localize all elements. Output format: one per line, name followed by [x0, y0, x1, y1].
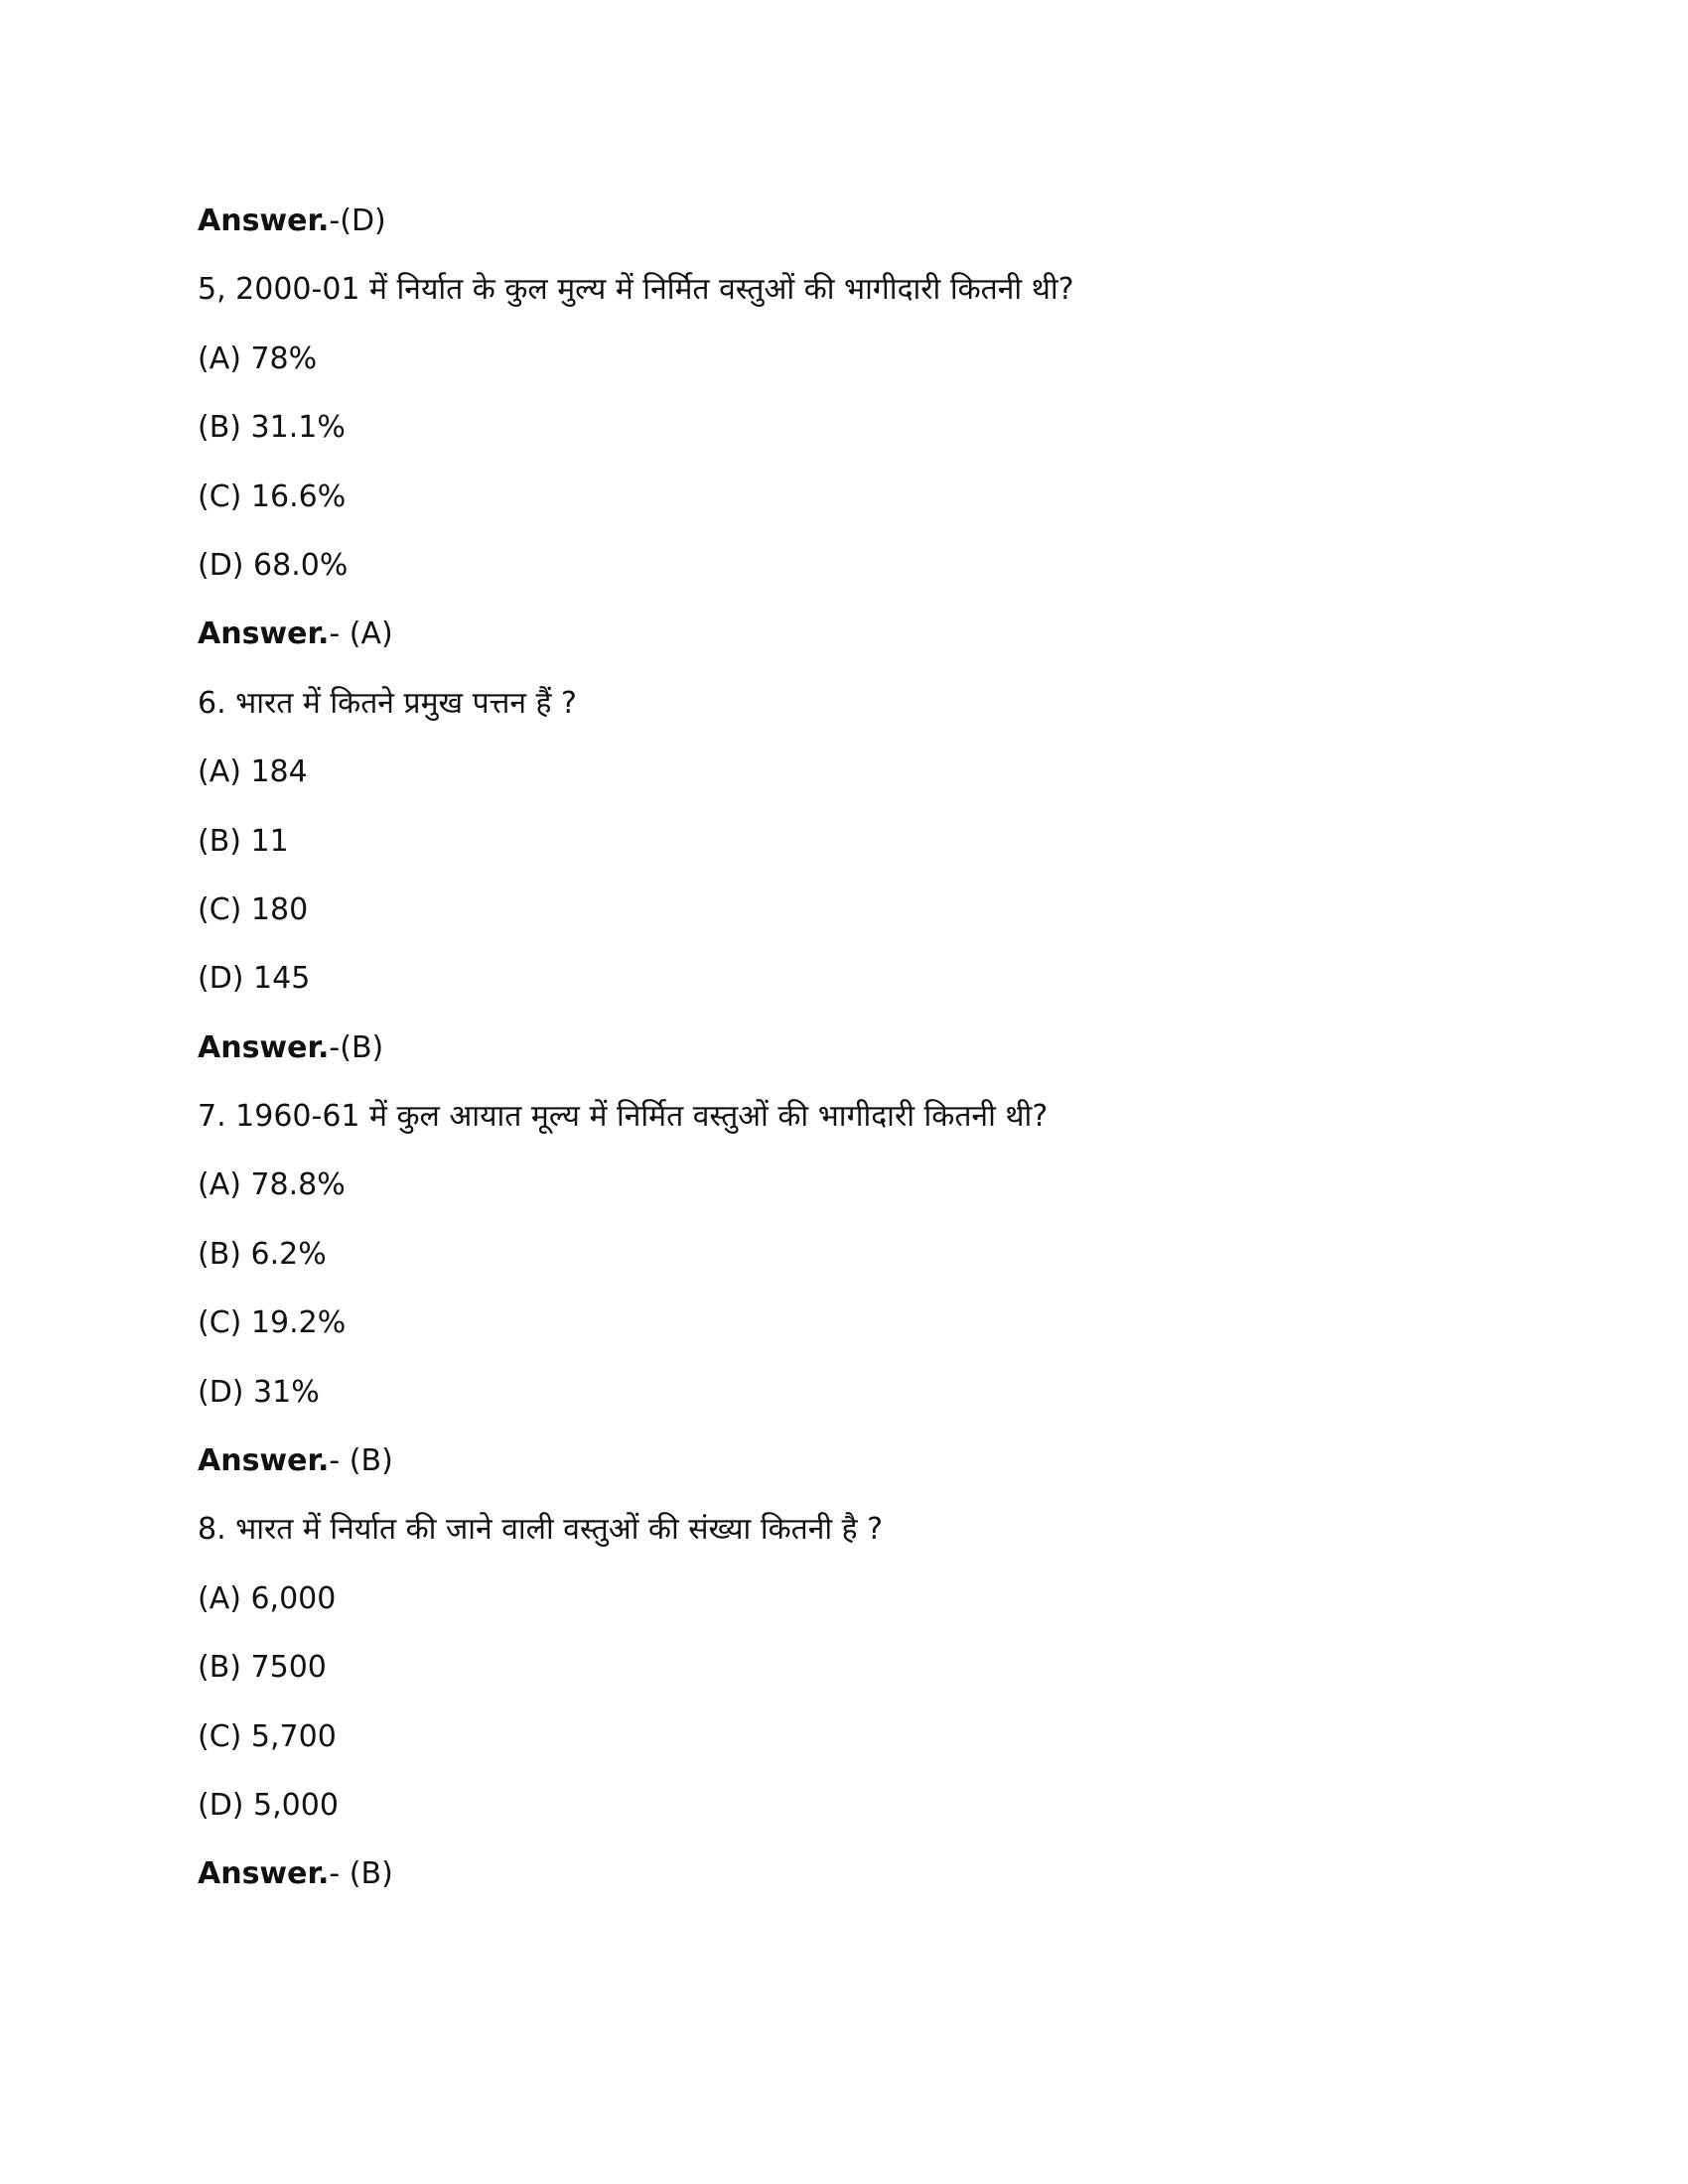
option-item: (A) 78%	[198, 341, 318, 376]
answer-value: - (A)	[329, 616, 393, 652]
question-text: 8. भारत में निर्यात की जाने वाली वस्तुओं की संख्या कितनी है ?	[198, 1512, 884, 1548]
answer-value: - (B)	[329, 1856, 393, 1892]
option-item: (D) 68.0%	[198, 547, 349, 583]
option-item: (A) 78.8%	[198, 1167, 346, 1203]
answer-label: Answer.	[198, 1856, 330, 1892]
answer-label: Answer.	[198, 616, 330, 652]
option-item: (D) 145	[198, 961, 311, 997]
option-item: (B) 6.2%	[198, 1236, 327, 1272]
answer-line	[198, 600, 1074, 668]
answer-line	[198, 1840, 1074, 1908]
document-body	[198, 187, 1074, 1909]
option-item: (C) 16.6%	[198, 478, 347, 514]
answer-label: Answer.	[198, 204, 330, 238]
answer-value: -(B)	[329, 1029, 384, 1065]
option-item: (B) 11	[198, 823, 289, 859]
answer-line	[198, 1014, 1074, 1082]
answer-label: Answer.	[198, 1443, 330, 1479]
option-item: (C) 19.2%	[198, 1305, 347, 1341]
option-item: (B) 7500	[198, 1650, 327, 1686]
answer-line	[198, 1427, 1074, 1495]
option-item: (C) 5,700	[198, 1718, 337, 1754]
answer-value: -(D)	[329, 204, 386, 238]
answer-line	[198, 187, 1074, 255]
option-item: (D) 5,000	[198, 1787, 339, 1823]
question-text: 7. 1960-61 में कुल आयात मूल्य में निर्मित वस्तुओं की भागीदारी कितनी थी?	[198, 1099, 1049, 1135]
question-text: 6. भारत में कितने प्रमुख पत्तन हैं ?	[198, 685, 577, 721]
question-text: 5, 2000-01 में निर्यात के कुल मुल्य में निर्मित वस्तुओं की भागीदारी कितनी थी?	[198, 272, 1074, 308]
option-item: (B) 31.1%	[198, 410, 346, 446]
answer-value: - (B)	[329, 1443, 393, 1479]
option-item: (D) 31%	[198, 1374, 320, 1410]
option-item: (C) 180	[198, 891, 309, 927]
option-item: (A) 184	[198, 754, 308, 790]
answer-label: Answer.	[198, 1029, 330, 1065]
option-item: (A) 6,000	[198, 1580, 337, 1616]
